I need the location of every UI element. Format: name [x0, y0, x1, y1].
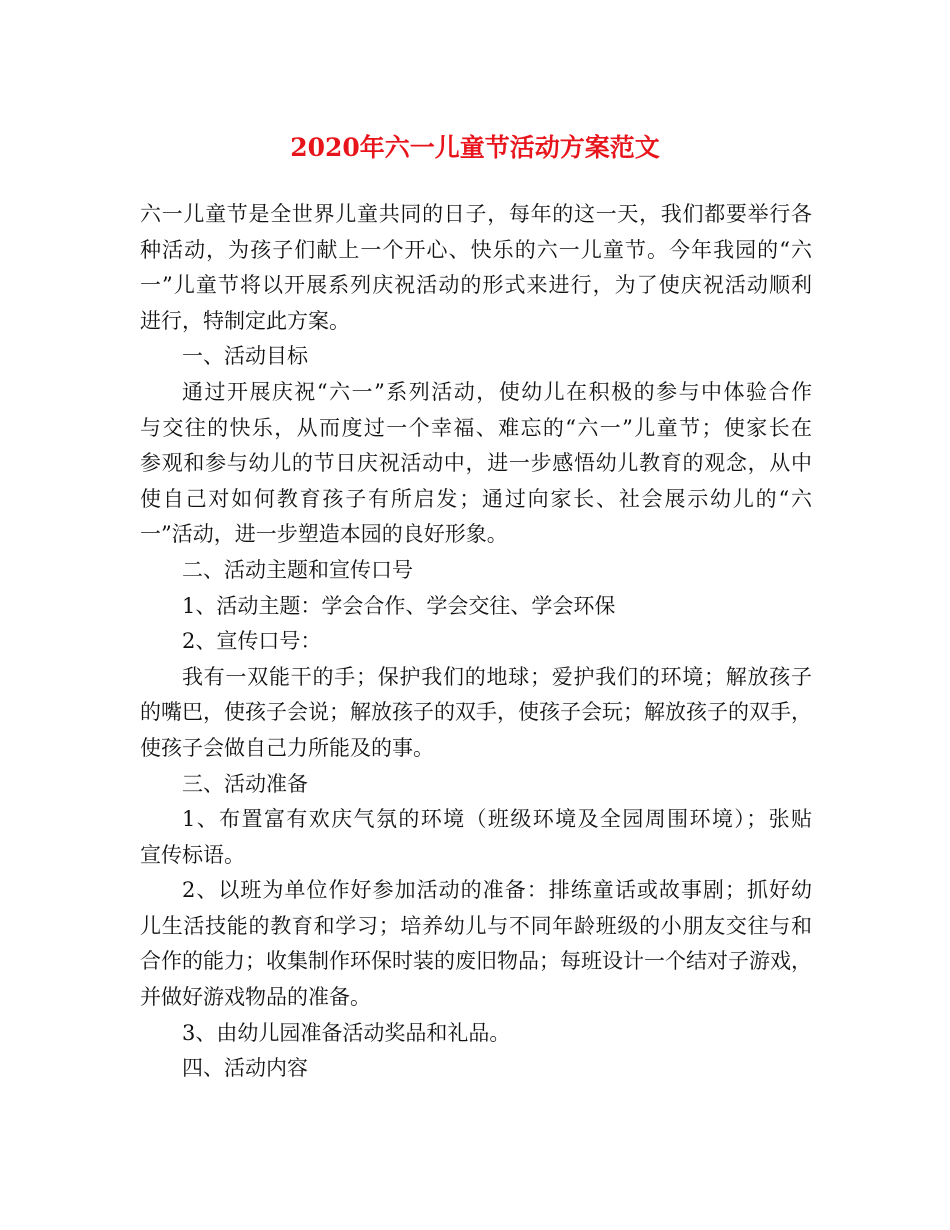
text-line: 宣传标语。: [140, 842, 245, 867]
text-line: 与交往的快乐，从而度过一个幸福、难忘的“六一”儿童节；使家长在: [140, 415, 812, 440]
text-line: 一”活动，进一步塑造本园的良好形象。: [140, 522, 508, 547]
text-line: 儿生活技能的教育和学习；培养幼儿与不同年龄班级的小朋友交往与和: [140, 913, 812, 938]
text-line: 一、活动目标: [182, 344, 308, 369]
text-line: 四、活动内容: [182, 1056, 308, 1081]
text-line: 三、活动准备: [182, 771, 308, 796]
text-line: 种活动，为孩子们献上一个开心、快乐的六一儿童节。今年我园的“六: [140, 237, 812, 262]
text-line: 2、以班为单位作好参加活动的准备：排练童话或故事剧；抓好幼: [182, 878, 812, 903]
text-line: 二、活动主题和宣传口号: [182, 557, 413, 582]
text-line: 使孩子会做自己力所能及的事。: [140, 735, 434, 760]
text-line: 并做好游戏物品的准备。: [140, 985, 371, 1010]
document-title: 2020年六一儿童节活动方案范文: [290, 133, 660, 162]
text-line: 1、布置富有欢庆气氛的环境（班级环境及全园周围环境）；张贴: [182, 807, 812, 832]
text-line: 3、由幼儿园准备活动奖品和礼品。: [182, 1020, 511, 1045]
text-line: 合作的能力；收集制作环保时装的废旧物品；每班设计一个结对子游戏，: [140, 949, 812, 974]
text-line: 进行，特制定此方案。: [140, 308, 350, 333]
text-line: 通过开展庆祝“六一”系列活动，使幼儿在积极的参与中体验合作: [182, 379, 812, 404]
text-line: 使自己对如何教育孩子有所启发；通过向家长、社会展示幼儿的“六: [140, 486, 812, 511]
document-body: [140, 197, 812, 1087]
text-line: 1、活动主题：学会合作、学会交往、学会环保: [182, 593, 616, 618]
text-line: 参观和参与幼儿的节日庆祝活动中，进一步感悟幼儿教育的观念，从中: [140, 451, 812, 476]
text-line: 我有一双能干的手；保护我们的地球；爱护我们的环境；解放孩子: [182, 664, 812, 689]
text-line: 2、宣传口号：: [182, 629, 322, 654]
text-line: 六一儿童节是全世界儿童共同的日子，每年的这一天，我们都要举行各: [140, 202, 812, 226]
text-line: 一”儿童节将以开展系列庆祝活动的形式来进行，为了使庆祝活动顺利: [140, 273, 812, 298]
text-line: 的嘴巴，使孩子会说；解放孩子的双手，使孩子会玩；解放孩子的双手，: [140, 700, 812, 725]
